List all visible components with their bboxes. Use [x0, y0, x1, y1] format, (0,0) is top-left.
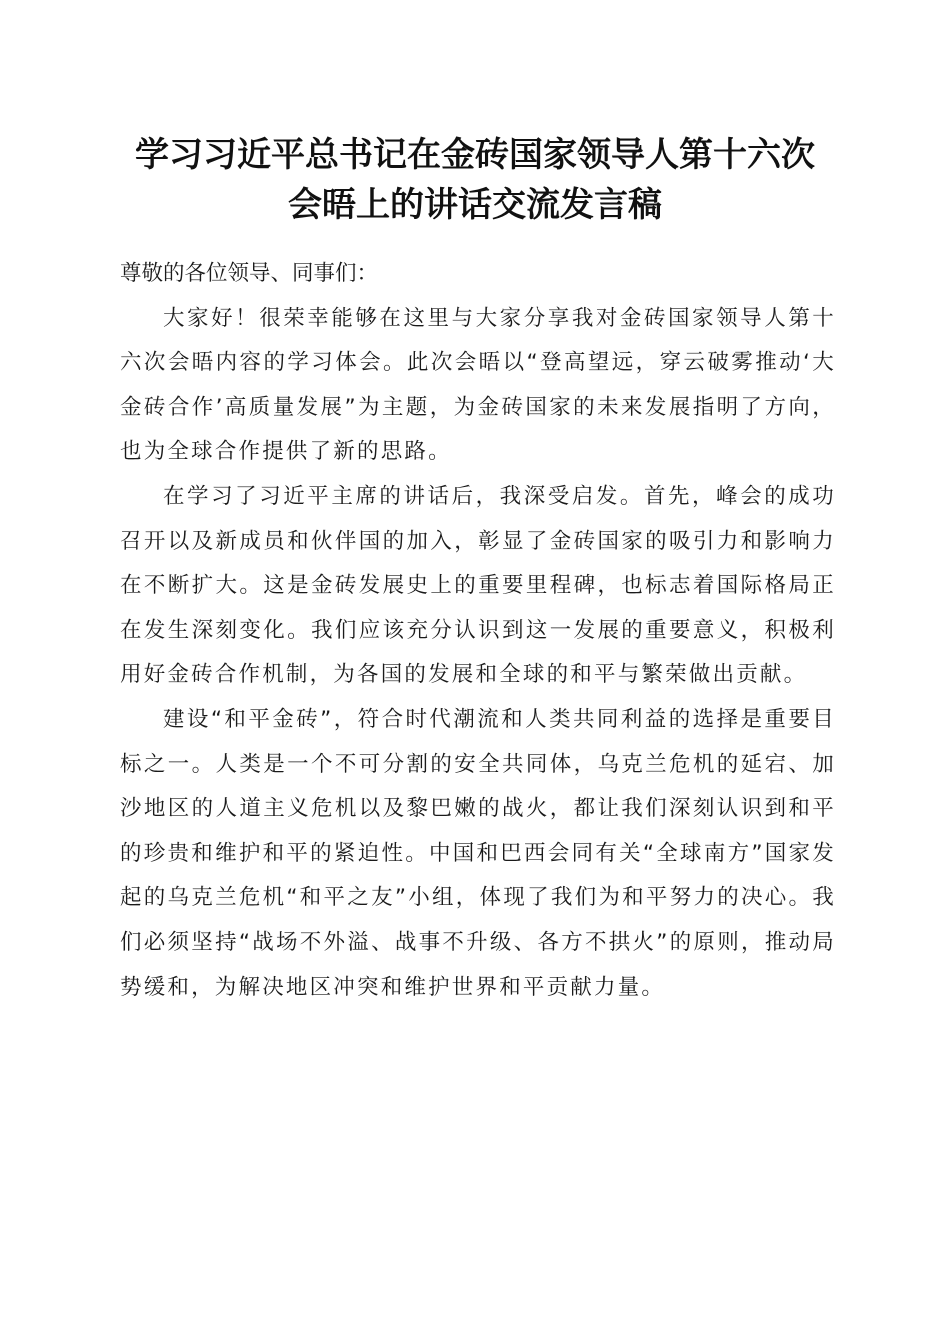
salutation: 尊敬的各位领导、同事们：	[120, 261, 379, 286]
document-body	[120, 252, 836, 1010]
title-line-1: 学习习近平总书记在金砖国家领导人第十六次	[135, 135, 815, 175]
title-line-2: 会晤上的讲话交流发言稿	[288, 185, 662, 225]
document-title	[100, 130, 850, 230]
paragraph: 大家好！很荣幸能够在这里与大家分享我对金砖国家领导人第十六次会晤内容的学习体会。此次会晤以“登高望远，穿云破雾推动‘大金砖合作’高质量发展”为主题，为金砖国家的未来发展指明了方向，也为全球合作提供了新的思路。	[120, 305, 836, 465]
paragraph: 建设“和平金砖”，符合时代潮流和人类共同利益的选择是重要目标之一。人类是一个不可分割的安全共同体，乌克兰危机的延宕、加沙地区的人道主义危机以及黎巴嫩的战火，都让我们深刻认识到和平的珍贵和维护和平的紧迫性。中国和巴西会同有关“全球南方”国家发起的乌克兰危机“和平之友”小组，体现了我们为和平努力的决心。我们必须坚持“战场不外溢、战事不升级、各方不拱火”的原则，推动局势缓和，为解决地区冲突和维护世界和平贡献力量。	[120, 706, 836, 1000]
paragraph: 在学习了习近平主席的讲话后，我深受启发。首先，峰会的成功召开以及新成员和伙伴国的加入，彰显了金砖国家的吸引力和影响力在不断扩大。这是金砖发展史上的重要里程碑，也标志着国际格局正在发生深刻变化。我们应该充分认识到这一发展的重要意义，积极利用好金砖合作机制，为各国的发展和全球的和平与繁荣做出贡献。	[120, 483, 836, 688]
